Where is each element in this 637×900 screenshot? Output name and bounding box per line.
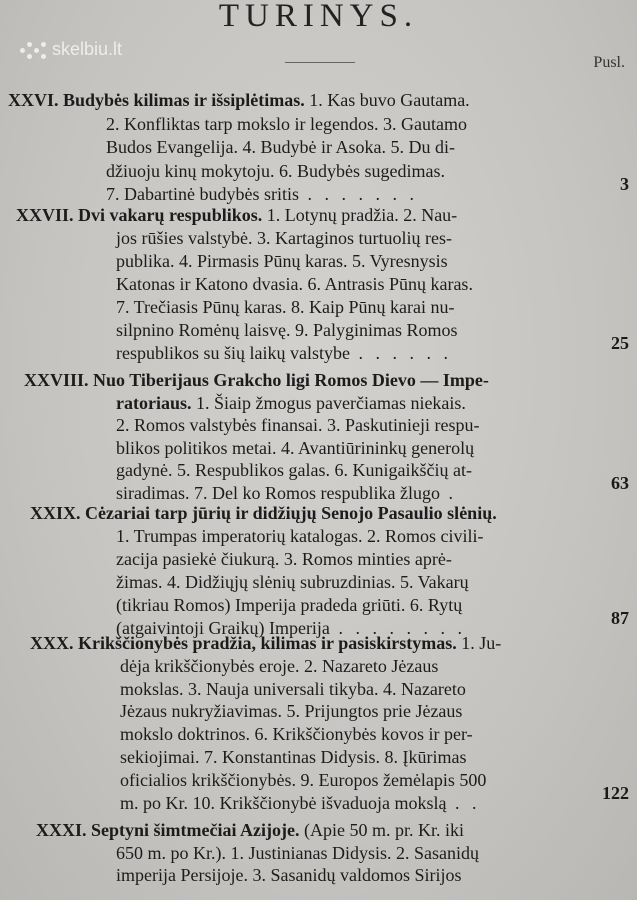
chapter-heading: XXVI. Budybės kilimas ir išsiplėtimas. bbox=[8, 90, 305, 110]
toc-line bbox=[106, 137, 455, 157]
chapter-heading: XXXI. Septyni šimtmečiai Azijoje. bbox=[36, 820, 300, 840]
chapter-text: respublikos su šių laikų valstybe bbox=[116, 343, 350, 363]
chapter-text: žimas. 4. Didžiųjų slėnių subruzdinias. 5. Vakarų bbox=[116, 572, 469, 592]
toc-line bbox=[30, 633, 501, 653]
chapter-text: imperija Persijoje. 3. Sasanidų valdomos Sirijos bbox=[116, 865, 462, 885]
page-number: 122 bbox=[602, 782, 629, 803]
page-number: 63 bbox=[611, 472, 629, 493]
toc-line bbox=[116, 460, 472, 480]
chapter-text: (atgaivintoji Graikų) Imperija bbox=[116, 618, 330, 638]
toc-line bbox=[116, 483, 457, 503]
chapter-text: blikos politikos metai. 4. Avantiūrininkų generolų bbox=[116, 437, 475, 458]
toc-line bbox=[106, 114, 467, 134]
chapter-text: silpnino Romėnų laisvę. 9. Palyginimas Romos bbox=[116, 320, 458, 340]
page-number: 3 bbox=[620, 174, 629, 194]
watermark-logo-icon bbox=[20, 40, 46, 60]
toc-line bbox=[116, 297, 454, 317]
toc-line bbox=[16, 205, 457, 225]
chapter-text: publika. 4. Pirmasis Pūnų karas. 5. Vyresnysis bbox=[116, 251, 448, 271]
toc-line bbox=[116, 526, 483, 546]
toc-line bbox=[116, 572, 469, 592]
chapter-text: 1. Šiaip žmogus paverčiamas niekais. bbox=[191, 392, 466, 413]
chapter-text: m. po Kr. 10. Krikščionybė išvaduoja mokslą bbox=[120, 792, 447, 813]
page-title: TURINYS. bbox=[218, 0, 419, 34]
toc-line bbox=[8, 90, 470, 110]
chapter-text: 1. Ju- bbox=[456, 633, 502, 653]
watermark bbox=[20, 39, 122, 60]
chapter-text: Budos Evangelija. 4. Budybė ir Asoka. 5. Du di- bbox=[106, 137, 455, 157]
chapter-heading: ratoriaus. bbox=[116, 392, 192, 413]
chapter-text: 1. Kas buvo Gautama. bbox=[304, 90, 470, 110]
chapter-text: 1. Lotynų pradžia. 2. Nau- bbox=[262, 205, 458, 225]
leader-dots: . . . . . . . bbox=[298, 184, 418, 204]
chapter-text: siradimas. 7. Del ko Romos respublika žlugo bbox=[116, 482, 440, 503]
chapter-text: Jėzaus nukryžiavimas. 5. Prijungtos prie Jėzaus bbox=[120, 701, 463, 722]
chapter-text: 1. Trumpas imperatorių katalogas. 2. Romos civili- bbox=[116, 526, 484, 546]
chapter-text: mokslas. 3. Nauja universali tikyba. 4. Nazareto bbox=[120, 678, 466, 699]
chapter-text: džiuoju kinų mokytoju. 6. Budybės sugedimas. bbox=[106, 160, 445, 181]
title-divider bbox=[285, 62, 355, 63]
watermark-text: skelbiu.lt bbox=[52, 39, 123, 59]
chapter-text: 2. Romos valstybės finansai. 3. Paskutinieji respu- bbox=[116, 415, 480, 435]
toc-line bbox=[116, 438, 474, 458]
toc-line bbox=[116, 274, 473, 294]
page-column-header: Pusl. bbox=[593, 54, 625, 71]
chapter-heading: XXVII. Dvi vakarų respublikos. bbox=[16, 205, 263, 225]
toc-line bbox=[120, 747, 466, 767]
chapter-text: mokslo doktrinos. 6. Krikščionybės kovos ir per- bbox=[120, 724, 473, 745]
chapter-text: Katonas ir Katono dvasia. 6. Antrasis Pūnų karas. bbox=[116, 274, 473, 294]
toc-line bbox=[120, 793, 480, 813]
page-number: 87 bbox=[611, 608, 629, 628]
toc-line bbox=[36, 820, 464, 840]
toc-line bbox=[116, 251, 448, 271]
chapter-text: (tikriau Romos) Imperija pradeda griūti. 6. Rytų bbox=[116, 595, 463, 615]
toc-line bbox=[116, 549, 452, 569]
toc-line bbox=[120, 656, 438, 676]
toc-line bbox=[116, 393, 466, 413]
chapter-text: 2. Konfliktas tarp mokslo ir legendos. 3. Gautamo bbox=[106, 113, 467, 134]
chapter-text: 7. Trečiasis Pūnų karas. 8. Kaip Pūnų karai nu- bbox=[116, 297, 455, 317]
chapter-text: 650 m. po Kr.). 1. Justinianas Didysis. 2. Sasanidų bbox=[116, 842, 479, 863]
toc-line bbox=[120, 679, 466, 699]
toc-line bbox=[106, 184, 418, 204]
toc-line bbox=[30, 503, 497, 523]
toc-line bbox=[116, 415, 479, 435]
chapter-text: gadynė. 5. Respublikos galas. 6. Kunigaikščių at- bbox=[116, 460, 472, 480]
chapter-text: jos rūšies valstybė. 3. Kartaginos turtuolių res- bbox=[116, 228, 452, 248]
chapter-text: sekiojimai. 7. Konstantinas Didysis. 8. Įkūrimas bbox=[120, 747, 467, 767]
page-number: 25 bbox=[611, 333, 629, 353]
leader-dots: . . bbox=[446, 792, 481, 813]
leader-dots: . . . . . . . . bbox=[329, 618, 466, 638]
toc-line bbox=[24, 370, 489, 390]
toc-line bbox=[120, 770, 486, 790]
chapter-text: (Apie 50 m. pr. Kr. iki bbox=[299, 820, 464, 840]
toc-line bbox=[116, 320, 458, 340]
chapter-heading: XXX. Krikščionybės pradžia, kilimas ir pasiskirstymas. bbox=[30, 633, 457, 653]
chapter-heading: XXVIII. Nuo Tiberijaus Grakcho ligi Romos Dievo — Impe- bbox=[24, 370, 489, 390]
toc-line bbox=[120, 701, 462, 721]
chapter-text: oficialios krikščionybės. 9. Europos žemėlapis 500 bbox=[120, 769, 487, 790]
toc-line bbox=[116, 843, 479, 863]
leader-dots: . bbox=[439, 482, 457, 503]
toc-line bbox=[120, 724, 473, 744]
chapter-text: dėja krikščionybės eroje. 2. Nazareto Jėzaus bbox=[120, 655, 439, 676]
chapter-text: 7. Dabartinė budybės sritis bbox=[106, 184, 299, 204]
toc-line bbox=[116, 228, 452, 248]
toc-line bbox=[116, 343, 452, 363]
toc-line bbox=[106, 161, 445, 181]
chapter-text: zacija pasiekė čiukurą. 3. Romos minties aprė- bbox=[116, 549, 452, 569]
toc-line bbox=[116, 865, 461, 885]
toc-line bbox=[116, 595, 462, 615]
chapter-heading: XXIX. Cėzariai tarp jūrių ir didžiųjų Senojo Pasaulio slėnių. bbox=[30, 503, 497, 523]
leader-dots: . . . . . . bbox=[349, 343, 452, 363]
